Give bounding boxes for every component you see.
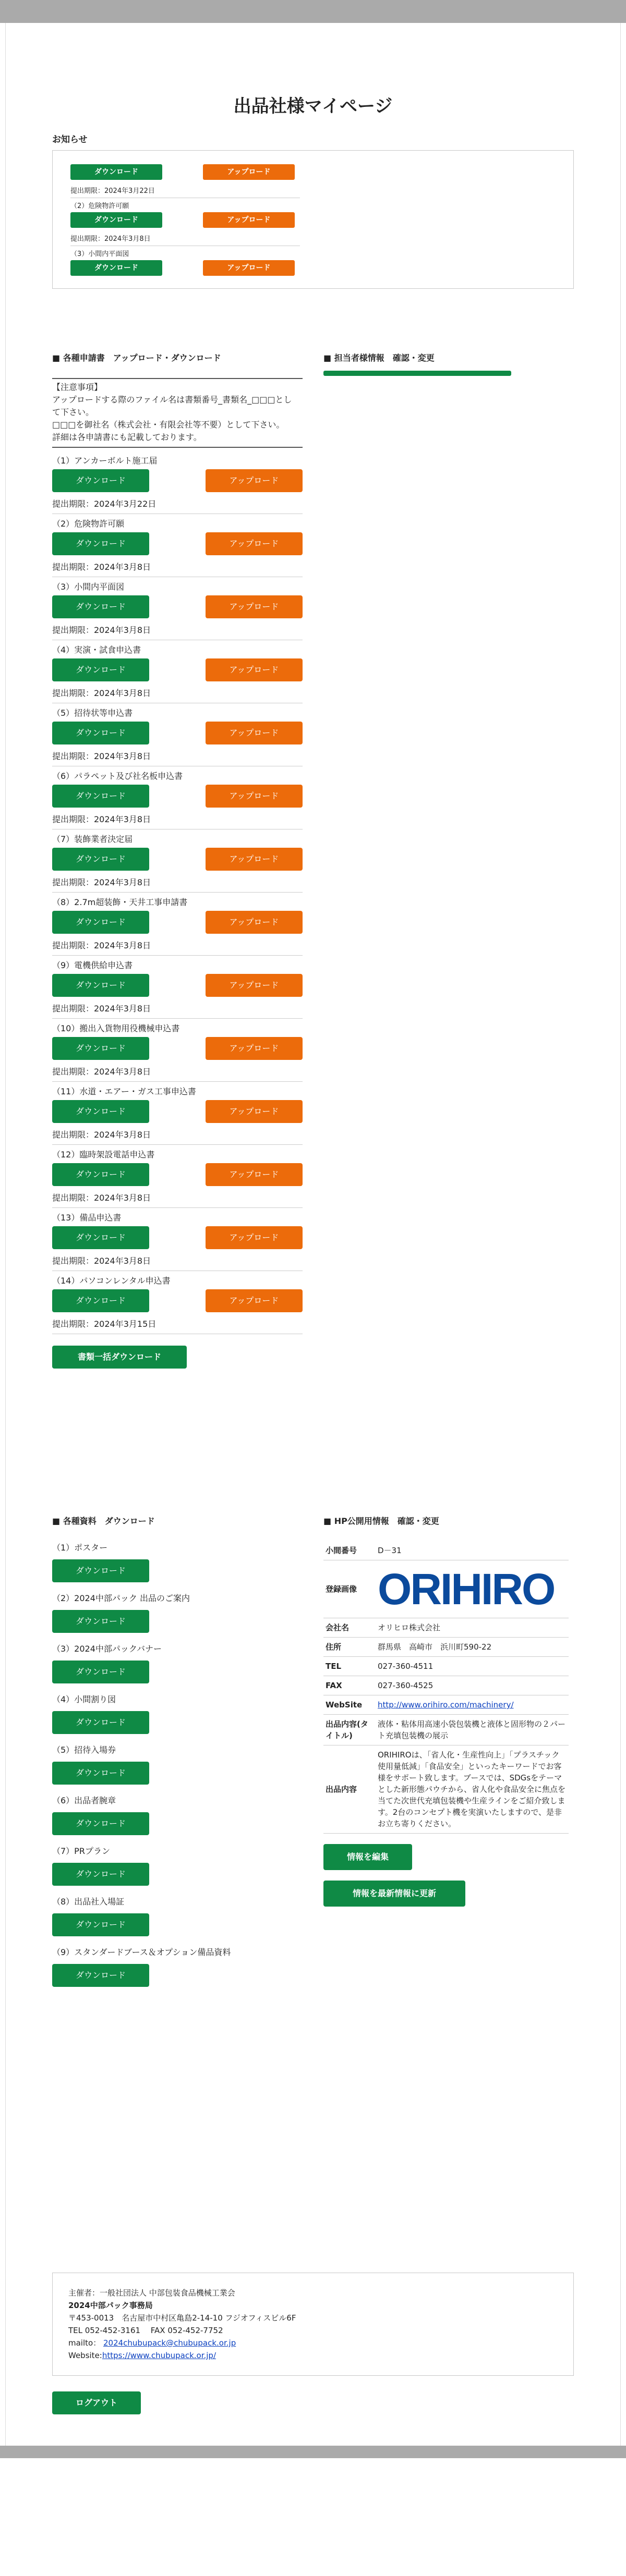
notice-item-name: （3）小間内平面図	[70, 250, 129, 258]
upload-button[interactable]: アップロード	[206, 974, 303, 997]
upload-button[interactable]: アップロード	[206, 658, 303, 681]
hp-info-table	[323, 1541, 569, 1834]
download-button[interactable]: ダウンロード	[52, 1163, 149, 1186]
field-label: 会社名	[323, 1618, 376, 1638]
field-label: WebSite	[323, 1695, 376, 1715]
web-label: Website:	[68, 2351, 102, 2360]
hp-section	[323, 1515, 574, 1996]
table-row	[323, 1695, 569, 1715]
materials-list	[52, 1541, 303, 1987]
download-button[interactable]: ダウンロード	[52, 1812, 149, 1835]
download-button[interactable]: ダウンロード	[52, 848, 149, 871]
hp-title: ■ HP公開用情報 確認・変更	[323, 1516, 439, 1526]
application-item	[52, 1082, 303, 1145]
office-name: 2024中部パック事務局	[68, 2301, 153, 2310]
application-deadline: 提出期限：2024年3月8日	[52, 1256, 151, 1266]
application-deadline: 提出期限：2024年3月8日	[52, 814, 151, 824]
material-item	[52, 1946, 303, 1987]
application-item	[52, 451, 303, 514]
upload-button[interactable]: アップロード	[206, 848, 303, 871]
download-button[interactable]: ダウンロード	[52, 1711, 149, 1734]
material-item	[52, 1592, 303, 1633]
caution-line: アップロードする際のファイル名は書類番号_書類名_□□□とし	[52, 395, 292, 405]
material-name: （9）スタンダードブース＆オプション備品資料	[52, 1947, 231, 1957]
refresh-info-button[interactable]: 情報を最新情報に更新	[323, 1881, 465, 1907]
upload-button[interactable]: アップロード	[206, 911, 303, 934]
notice-buttons	[70, 164, 556, 180]
website-link[interactable]: https://www.chubupack.or.jp/	[102, 2351, 216, 2360]
application-name: （13）備品申込書	[52, 1213, 122, 1223]
application-deadline: 提出期限：2024年3月8日	[52, 688, 151, 698]
fax: 027-360-4525	[376, 1676, 569, 1695]
field-label: 住所	[323, 1638, 376, 1657]
table-row	[323, 1715, 569, 1745]
manager-section	[323, 351, 574, 1369]
table-row	[323, 1745, 569, 1834]
download-button[interactable]: ダウンロード	[52, 1863, 149, 1886]
download-button[interactable]: ダウンロード	[52, 785, 149, 808]
application-name: （5）招待状等申込書	[52, 708, 133, 718]
material-item	[52, 1845, 303, 1886]
application-buttons	[52, 658, 303, 681]
application-name: （11）水道・エアー・ガス工事申込書	[52, 1086, 196, 1096]
upload-button[interactable]: アップロード	[206, 595, 303, 618]
page-container	[5, 23, 621, 2446]
materials-section	[52, 1515, 303, 1996]
material-name: （5）招待入場券	[52, 1745, 116, 1755]
bulk-download-button[interactable]: 書類一括ダウンロード	[52, 1346, 187, 1369]
applications-title: ■ 各種申請書 アップロード・ダウンロード	[52, 353, 221, 363]
application-list	[52, 451, 303, 1334]
application-item	[52, 1271, 303, 1334]
material-name: （1）ポスター	[52, 1543, 108, 1553]
material-item	[52, 1642, 303, 1683]
table-row	[323, 1560, 569, 1618]
application-item	[52, 1019, 303, 1082]
download-button[interactable]: ダウンロード	[52, 911, 149, 934]
material-item	[52, 1693, 303, 1734]
application-name: （14）パソコンレンタル申込書	[52, 1276, 171, 1286]
download-button[interactable]: ダウンロード	[52, 595, 149, 618]
application-buttons	[52, 1100, 303, 1123]
field-label: 小間番号	[323, 1541, 376, 1560]
material-item	[52, 1794, 303, 1835]
table-row	[323, 1657, 569, 1676]
table-row	[323, 1638, 569, 1657]
notice-box	[52, 150, 574, 289]
application-name: （4）実演・試食申込書	[52, 645, 141, 655]
caution-line: □□□を御社名（株式会社・有限会社等不要）として下さい。	[52, 420, 285, 430]
field-label: 出品内容	[323, 1745, 376, 1834]
notice-buttons	[70, 260, 556, 276]
material-name: （4）小間割り図	[52, 1694, 116, 1704]
application-buttons	[52, 1163, 303, 1186]
download-button[interactable]: ダウンロード	[52, 1100, 149, 1123]
applications-section	[52, 351, 303, 1369]
material-name: （7）PRプラン	[52, 1846, 110, 1856]
field-label: 登録画像	[323, 1560, 376, 1618]
application-deadline: 提出期限：2024年3月8日	[52, 941, 151, 950]
application-buttons	[52, 974, 303, 997]
table-row	[323, 1541, 569, 1560]
notice-deadline: 提出期限：2024年3月22日	[70, 187, 155, 195]
material-name: （3）2024中部パックバナー	[52, 1644, 162, 1654]
notice-buttons	[70, 212, 556, 228]
upload-button[interactable]: アップロード	[206, 532, 303, 555]
material-name: （2）2024中部パック 出品のご案内	[52, 1593, 190, 1603]
application-deadline: 提出期限：2024年3月8日	[52, 562, 151, 572]
material-name: （8）出品社入場証	[52, 1897, 125, 1907]
notice-deadline: 提出期限：2024年3月8日	[70, 235, 151, 243]
web-row	[68, 2349, 558, 2362]
download-button[interactable]: ダウンロード	[52, 974, 149, 997]
materials-row	[52, 1515, 574, 1996]
application-item	[52, 577, 303, 640]
application-buttons	[52, 595, 303, 618]
application-deadline: 提出期限：2024年3月8日	[52, 877, 151, 887]
upload-button[interactable]: アップロード	[206, 722, 303, 744]
upload-button[interactable]: アップロード	[206, 1289, 303, 1312]
field-label: TEL	[323, 1657, 376, 1676]
material-item	[52, 1895, 303, 1936]
material-item	[52, 1743, 303, 1785]
mail-label: mailto：	[68, 2338, 101, 2348]
booth-number: D－31	[376, 1541, 569, 1560]
application-buttons	[52, 785, 303, 808]
application-buttons	[52, 532, 303, 555]
caution-line: 詳細は各申請書にも記載しております。	[52, 432, 202, 442]
material-name: （6）出品者腕章	[52, 1796, 116, 1805]
application-deadline: 提出期限：2024年3月8日	[52, 1004, 151, 1014]
logout-button[interactable]: ログアウト	[52, 2391, 141, 2414]
application-name: （2）危険物許可願	[52, 519, 125, 529]
application-item	[52, 640, 303, 703]
material-item	[52, 1541, 303, 1582]
application-deadline: 提出期限：2024年3月8日	[52, 1193, 151, 1203]
download-button[interactable]: ダウンロード	[52, 1037, 149, 1060]
caution-box	[52, 378, 303, 448]
table-row	[323, 1618, 569, 1638]
edit-info-button[interactable]: 情報を編集	[323, 1844, 412, 1870]
page-title: 出品社様マイページ	[233, 96, 393, 117]
application-name: （3）小間内平面図	[52, 582, 125, 592]
download-button[interactable]: ダウンロード	[52, 1964, 149, 1987]
download-button[interactable]: ダウンロード	[52, 1559, 149, 1582]
download-button[interactable]: ダウンロード	[52, 532, 149, 555]
application-item	[52, 829, 303, 893]
application-name: （9）電機供給申込書	[52, 960, 133, 970]
download-button[interactable]: ダウンロード	[52, 1610, 149, 1633]
application-name: （10）搬出入貨物用役機械申込書	[52, 1023, 180, 1033]
upload-button[interactable]: アップロード	[206, 1037, 303, 1060]
download-button[interactable]: ダウンロード	[52, 1289, 149, 1312]
manager-title: ■ 担当者様情報 確認・変更	[323, 353, 435, 363]
application-item	[52, 514, 303, 577]
office-address: 〒453-0013 名古屋市中村区亀島2-14-10 フジオフィスビル6F	[68, 2313, 296, 2323]
application-deadline: 提出期限：2024年3月8日	[52, 751, 151, 761]
top-bar	[0, 0, 626, 23]
materials-title: ■ 各種資料 ダウンロード	[52, 1516, 155, 1526]
application-buttons	[52, 911, 303, 934]
download-button[interactable]: ダウンロード	[52, 1661, 149, 1683]
download-button[interactable]: ダウンロード	[52, 722, 149, 744]
notice-download-button[interactable]: ダウンロード	[70, 164, 162, 180]
download-button[interactable]: ダウンロード	[52, 1762, 149, 1785]
application-buttons	[52, 1289, 303, 1312]
notice-download-button[interactable]: ダウンロード	[70, 212, 162, 228]
field-label: 出品内容(タイトル)	[323, 1715, 376, 1745]
notice-title: お知らせ	[52, 135, 88, 145]
application-buttons	[52, 722, 303, 744]
upload-button[interactable]: アップロード	[206, 469, 303, 492]
notice-item-name: （2）危険物許可願	[70, 202, 129, 210]
download-button[interactable]: ダウンロード	[52, 1226, 149, 1249]
applications-row	[52, 351, 574, 1369]
application-name: （1）アンカーボルト施工届	[52, 456, 158, 466]
application-item	[52, 956, 303, 1019]
mail-link[interactable]: 2024chubupack@chubupack.or.jp	[103, 2338, 236, 2348]
address: 群馬県 高崎市 浜川町590-22	[376, 1638, 569, 1657]
application-item	[52, 1145, 303, 1208]
upload-button[interactable]: アップロード	[206, 1100, 303, 1123]
download-button[interactable]: ダウンロード	[52, 469, 149, 492]
application-item	[52, 766, 303, 829]
download-button[interactable]: ダウンロード	[52, 658, 149, 681]
mail-row	[68, 2337, 558, 2349]
organizer: 主催者：一般社団法人 中部包装食品機械工業会	[68, 2288, 235, 2298]
company-name: オリヒロ株式会社	[376, 1618, 569, 1638]
tel: 027-360-4511	[376, 1657, 569, 1676]
notice-upload-button[interactable]: アップロード	[203, 260, 295, 276]
manager-info-bar[interactable]	[323, 371, 511, 376]
footer-info	[52, 2273, 574, 2376]
product-title: 液体・粘体用高速小袋包装機と液体と固形物の２パート充填包装機の展示	[376, 1715, 569, 1745]
application-buttons	[52, 1037, 303, 1060]
notice-download-button[interactable]: ダウンロード	[70, 260, 162, 276]
website-link[interactable]: http://www.orihiro.com/machinery/	[378, 1700, 514, 1710]
notice-upload-button[interactable]: アップロード	[203, 164, 295, 180]
download-button[interactable]: ダウンロード	[52, 1913, 149, 1936]
application-item	[52, 1208, 303, 1271]
application-name: （12）臨時架設電話申込書	[52, 1150, 155, 1159]
office-phone: TEL 052-452-3161 FAX 052-452-7752	[68, 2326, 223, 2335]
notice-upload-button[interactable]: アップロード	[203, 212, 295, 228]
application-buttons	[52, 848, 303, 871]
application-deadline: 提出期限：2024年3月8日	[52, 1130, 151, 1140]
application-name: （6）パラペット及び社名板申込書	[52, 771, 183, 781]
application-deadline: 提出期限：2024年3月22日	[52, 499, 156, 509]
application-item	[52, 893, 303, 956]
application-deadline: 提出期限：2024年3月8日	[52, 1067, 151, 1077]
product-description: ORIHIROは、「省人化・生産性向上」「プラスチック使用量低減」「食品安全」といったキーワードでお客様をサポート致します。ブースでは、SDGsをテーマとした新形態パウチから、省人化や食品安全に焦点を当てた次世代充填包装機や生産ラインをご紹介致します。2台のコンセプト機を実演いたしますので、是非お立ち寄りください。	[376, 1745, 569, 1834]
application-item	[52, 703, 303, 766]
field-label: FAX	[323, 1676, 376, 1695]
upload-button[interactable]: アップロード	[206, 785, 303, 808]
application-deadline: 提出期限：2024年3月15日	[52, 1319, 156, 1329]
application-deadline: 提出期限：2024年3月8日	[52, 625, 151, 635]
application-name: （7）装飾業者決定届	[52, 834, 133, 844]
caution-line: 【注意事項】	[52, 382, 103, 392]
application-buttons	[52, 1226, 303, 1249]
application-buttons	[52, 469, 303, 492]
upload-button[interactable]: アップロード	[206, 1163, 303, 1186]
table-row	[323, 1676, 569, 1695]
bottom-bar	[0, 2446, 626, 2458]
caution-line: て下さい。	[52, 407, 94, 417]
company-logo-image: ORIHIRO	[378, 1565, 555, 1614]
upload-button[interactable]: アップロード	[206, 1226, 303, 1249]
application-name: （8）2.7m超装飾・天井工事申請書	[52, 897, 188, 907]
